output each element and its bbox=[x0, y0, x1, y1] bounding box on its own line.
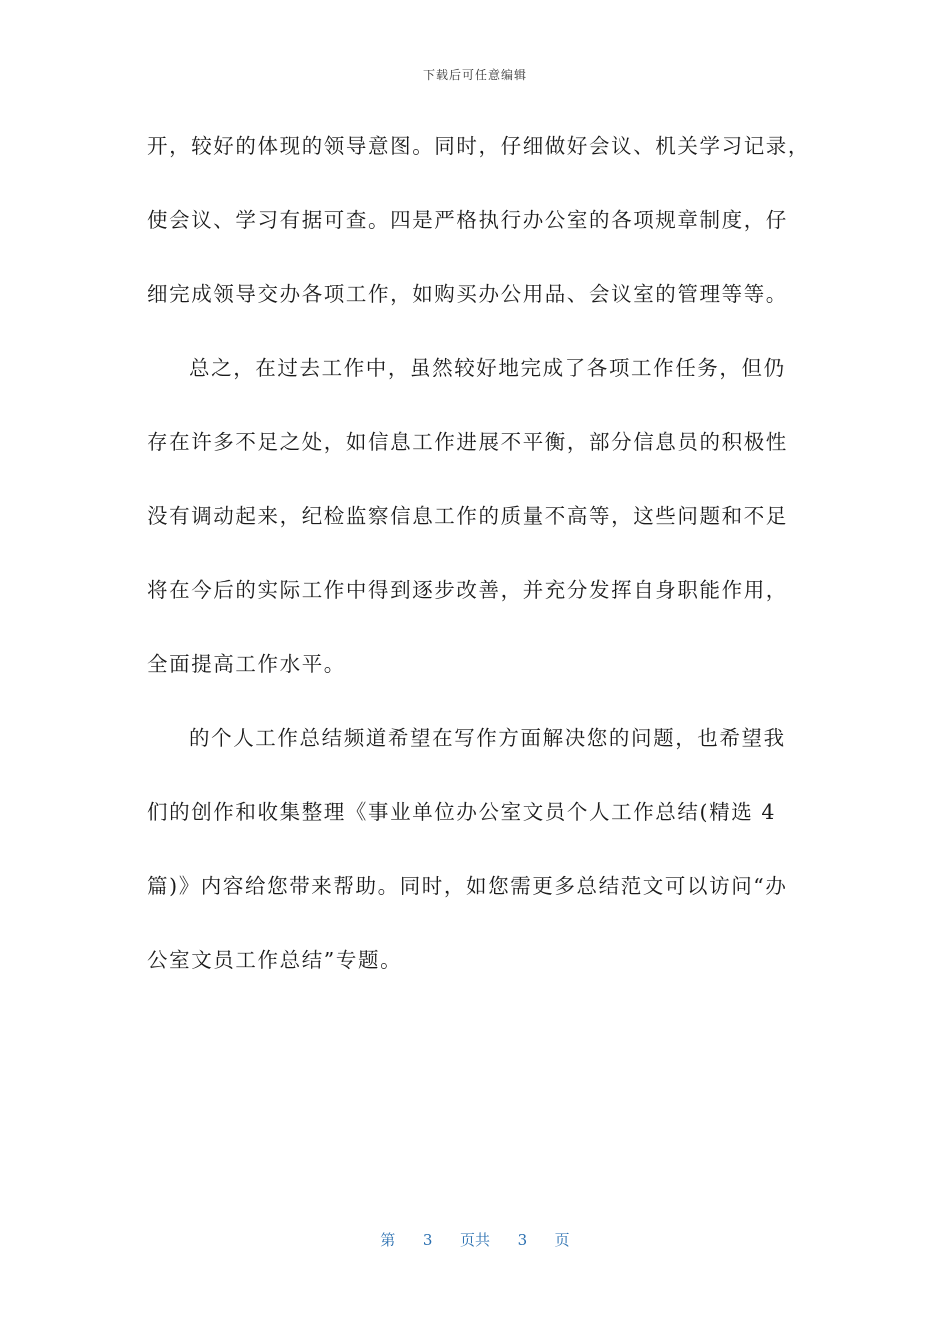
page-footer bbox=[0, 1229, 950, 1250]
page-mid: 页共 bbox=[459, 1231, 490, 1249]
page-prefix: 第 bbox=[380, 1231, 396, 1249]
text-line: 开，较好的体现的领导意图。同时，仔细做好会议、机关学习记录， bbox=[147, 134, 810, 158]
paragraph-start-line: 的个人工作总结频道希望在写作方面解决您的问题，也希望我 bbox=[189, 726, 786, 750]
total-pages-number: 3 bbox=[517, 1231, 528, 1249]
paragraph-start-line: 总之，在过去工作中，虽然较好地完成了各项工作任务，但仍 bbox=[189, 356, 786, 380]
text-line: 篇)》内容给您带来帮助。同时，如您需更多总结范文可以访问“办 bbox=[147, 874, 788, 898]
text-line: 没有调动起来，纪检监察信息工作的质量不高等，这些问题和不足 bbox=[147, 504, 788, 528]
text-line: 将在今后的实际工作中得到逐步改善，并充分发挥自身职能作用， bbox=[147, 578, 788, 602]
text-line: 全面提高工作水平。 bbox=[147, 652, 346, 676]
text-line: 细完成领导交办各项工作，如购买办公用品、会议室的管理等等。 bbox=[147, 282, 788, 306]
text-line: 存在许多不足之处，如信息工作进展不平衡，部分信息员的积极性 bbox=[147, 430, 788, 454]
text-line: 们的创作和收集整理《事业单位办公室文员个人工作总结(精选 4 bbox=[147, 800, 777, 824]
page-header: 下载后可任意编辑 bbox=[422, 68, 527, 82]
text-line: 使会议、学习有据可查。四是严格执行办公室的各项规章制度，仔 bbox=[147, 208, 788, 232]
current-page-number: 3 bbox=[422, 1231, 433, 1249]
text-line: 公室文员工作总结”专题。 bbox=[147, 948, 403, 972]
document-body bbox=[147, 128, 810, 1016]
page-suffix: 页 bbox=[554, 1231, 570, 1249]
